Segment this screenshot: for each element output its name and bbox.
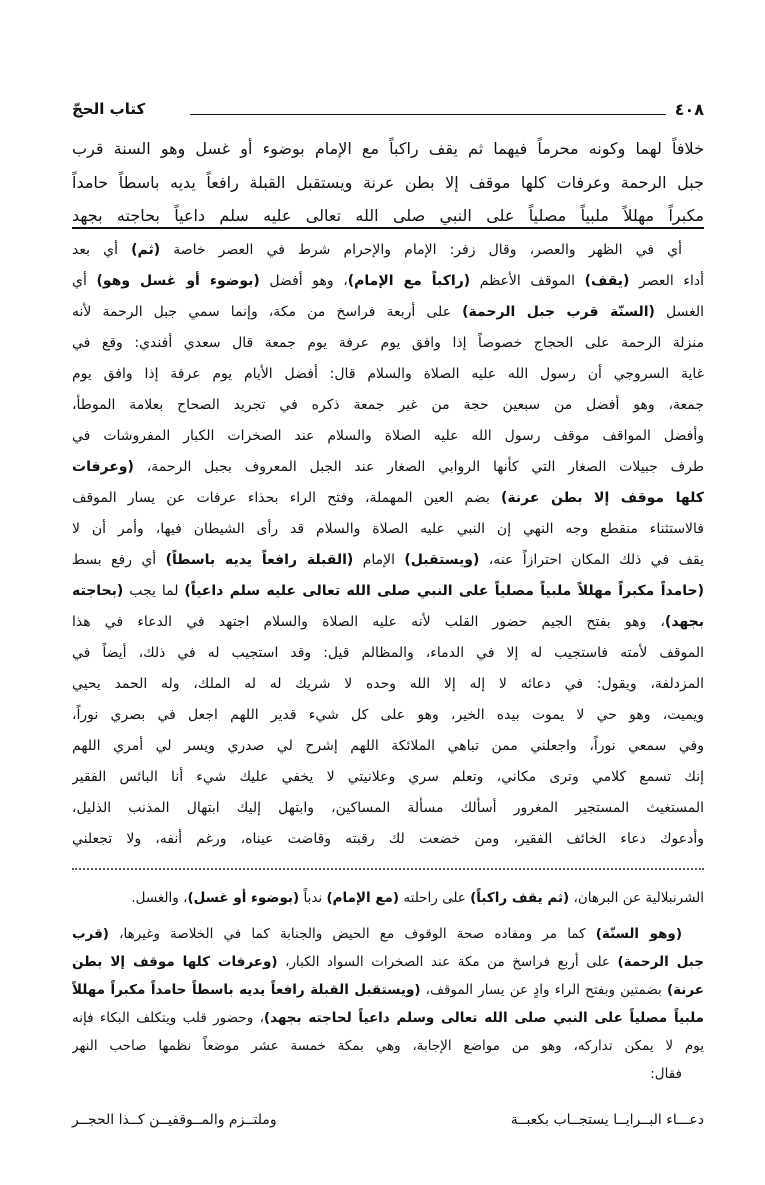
text-segment: ويميت، وهو حي لا يموت بيده الخير، وهو على كل شيء قدير اللهم اجعل في بصري نوراً، (72, 707, 704, 723)
text-segment: على أربع فراسخ من مكة عند الصخرات السواد الكبار، (277, 954, 618, 970)
text-line (72, 1060, 704, 1088)
bold-text-segment: كلها موقف إلا بطن عرنة) (501, 490, 704, 506)
text-segment: الإمام (353, 552, 405, 568)
text-line (72, 920, 704, 948)
text-segment: بضمتين وبفتح الراء وادٍ عن يسار الموقف، (420, 982, 667, 998)
text-line (72, 731, 704, 762)
text-segment: منزلة الرحمة على الحجاج خصوصاً إذا وافق يوم عرفة يوم جمعة قال سعدي أفندي: وقع في (72, 335, 704, 351)
text-segment: أي رفع بسط (72, 552, 166, 568)
text-segment: ، وهو أفضل (259, 273, 348, 289)
text-line (72, 576, 704, 607)
text-line (72, 390, 704, 421)
text-line (72, 669, 704, 700)
bold-text-segment: (حامداً مكبراً مهللاً ملبياً مصلياً على النبي صلى الله تعالى عليه سلم داعياً) (184, 583, 704, 599)
text-segment: الموقف لأمته فاستجيب له إلا في الدماء، والمظالم قيل: وقد استجيب له في ذلك، أيضاً في (72, 645, 704, 661)
text-line (72, 166, 704, 200)
bold-text-segment: (بوضوء أو غسل) (187, 890, 300, 906)
bold-text-segment: (السنّة قرب جبل الرحمة) (462, 304, 655, 320)
bold-text-segment: (يقف) (584, 273, 630, 289)
text-segment: على راحلته (399, 890, 471, 906)
bold-text-segment: (ويستقبل) (404, 552, 480, 568)
bold-text-segment: (القبلة رافعاً يديه باسطاً) (165, 552, 354, 568)
text-segment: أي في الظهر والعصر، وقال زفر: الإمام والإحرام شرط في العصر خاصة (160, 242, 682, 258)
text-line (72, 359, 704, 390)
text-line (72, 452, 704, 483)
text-line (72, 328, 704, 359)
text-line (72, 421, 704, 452)
text-segment: ، والغسل. (131, 890, 188, 906)
text-segment: جبل الرحمة وعرفات كلها موقف إلا بطن عرنة ويستقبل القبلة رافعاً يديه باسطاً حامداً (72, 172, 704, 192)
text-segment: أي (72, 273, 97, 289)
bold-text-segment: (وعرفات (72, 459, 134, 475)
text-segment: وأدعوك دعاء الخائف الفقير، ومن خضعت لك رقبته وقاضت عيناه، ورغم أنفه، ولا تجعلني (72, 831, 704, 847)
text-line (72, 1032, 704, 1060)
text-segment: ندباً (299, 890, 327, 906)
text-line (72, 1004, 704, 1032)
text-segment: الشرنبلالية عن البرهان، (569, 890, 704, 906)
text-segment: المستغيث المستجير المغرور أسألك مسألة المساكين، وابتهل إليك ابتهال المذنب الذليل، (72, 800, 704, 816)
text-segment: المزدلفة، ويقول: في دعائه لا إله إلا الله وحده لا شريك له له الملك، وله الحمد يحيي (72, 676, 704, 692)
text-segment: أي بعد (72, 242, 132, 258)
text-line (72, 132, 704, 166)
book-title: كتاب الحجّ (72, 100, 146, 118)
bold-text-segment: عرنة) (666, 982, 704, 998)
bold-text-segment: جبل الرحمة) (617, 954, 704, 970)
text-line (72, 948, 704, 976)
paragraph-gap (72, 912, 704, 920)
text-segment: خلافاً لهما وكونه محرماً فيهما ثم يقف راكباً مع الإمام بوضوء أو غسل وهو السنة قرب (72, 139, 704, 158)
text-segment: بضم العين المهملة، وفتح الراء بحذاء عرفات عن يسار الموقف (72, 490, 502, 506)
poem-hemistich-1: دعـــاء البــرايــا يستجــاب بكعبــة (510, 1112, 704, 1128)
text-segment: إنك تسمع كلامي وترى مكاني، وتعلم سري وعلانيتي لا يخفي عليك شيء أنا البائس الفقير (72, 769, 704, 785)
text-line (72, 607, 704, 638)
bold-text-segment: (بوضوء أو غسل وهو) (96, 273, 260, 289)
bold-text-segment: (وعرفات كلها موقف إلا بطن (72, 954, 278, 970)
text-segment: ، وهو بفتح الجيم حضور القلب لأنه عليه الصلاة والسلام اجتهد في الدعاء في هذا (72, 614, 665, 630)
text-line (72, 793, 704, 824)
text-segment: يقف في ذلك المكان احترازاً عنه، (479, 552, 704, 568)
bold-text-segment: (وهو السنّة) (595, 926, 682, 942)
text-line (72, 545, 704, 576)
text-line (72, 514, 704, 545)
text-segment: مكبراً مهللاً ملبياً مصلياً على النبي صلى الله تعالى عليه سلم داعياً بحاجته بجهد (72, 206, 704, 225)
commentary (72, 235, 704, 855)
page-number: ٤٠٨ (674, 100, 704, 119)
bold-text-segment: (قرب (72, 926, 109, 942)
bold-text-segment: (بحاجته (72, 583, 124, 599)
text-segment: الغسل (654, 304, 704, 320)
text-segment: يوم لا يمكن تداركه، وهو من مواضع الإجابة، وهي بمكة خمسة عشر موضعاً نظمها صاحب النهر (72, 1038, 704, 1054)
footnote-commentary (72, 884, 704, 1088)
text-segment: غاية السروجي أن رسول الله عليه الصلاة والسلام قال: أفضل الأيام يوم عرفة إذا وافق يوم (72, 366, 704, 382)
text-segment: الموقف الأعظم (470, 273, 585, 289)
bold-text-segment: بجهد) (664, 614, 704, 630)
text-segment: فالاستثناء منقطع وجه النهي إن النبي عليه الصلاة والسلام قد رأى الشيطان فيها، وأمر أن لا (72, 521, 704, 537)
text-segment: على أربعة فراسخ من مكة، وإنما سمي جبل الرحمة لأنه (72, 304, 463, 320)
text-line (72, 762, 704, 793)
dotted-divider (72, 868, 704, 870)
text-line (72, 483, 704, 514)
main-text (72, 132, 704, 233)
bold-text-segment: ملبياً مصلياً على النبي صلى الله تعالى وسلم داعياً لحاجته بجهد) (263, 1010, 704, 1026)
header-rule (190, 114, 666, 115)
bold-text-segment: (ويستقبل القبلة رافعاً يديه باسطاً حامداً مكبراً مهللاً (72, 982, 421, 998)
text-segment: لما يجب (123, 583, 185, 599)
text-segment: فقال: (650, 1066, 682, 1082)
text-segment: كما مر ومفاده صحة الوقوف مع الحيض والجنابة كما في الخلاصة وغيرها، (108, 926, 596, 942)
bold-text-segment: (راكباً مع الإمام) (347, 273, 471, 289)
poem-hemistich-2: وملتــزم والمــوقفيــن كــذا الحجــر (72, 1112, 277, 1128)
text-line (72, 235, 704, 266)
poem-verse (72, 1108, 704, 1132)
page-header (72, 100, 704, 124)
text-line (72, 824, 704, 855)
text-line (72, 976, 704, 1004)
bold-text-segment: (ثم يقف راكباً) (470, 890, 570, 906)
bold-text-segment: (ثم) (131, 242, 161, 258)
main-text-divider (72, 227, 704, 229)
text-segment: وفي سمعي نوراً، واجعلني ممن تباهي الملائكة اللهم إشرح لي صدري ويسر لي أمري اللهم (72, 738, 704, 754)
bold-text-segment: (مع الإمام) (326, 890, 400, 906)
text-segment: ، وحضور قلب ويتكلف البكاء فإنه (72, 1010, 264, 1026)
text-line (72, 700, 704, 731)
text-line (72, 297, 704, 328)
text-line (72, 266, 704, 297)
text-segment: طرف جبيلات الصغار التي كأنها الروابي الصغار عند الجبل المعروف بجبل الرحمة، (133, 459, 704, 475)
text-segment: أداء العصر (629, 273, 704, 289)
text-segment: جمعة، وهو أفضل من سبعين حجة من غير جمعة ذكره في تجريد الصحاح بعلامة الموطأ، (72, 397, 704, 413)
text-line (72, 884, 704, 912)
text-segment: وأفضل المواقف موقف رسول الله عليه الصلاة والسلام عند الصخرات الكبار المفروشات في (72, 428, 704, 444)
text-line (72, 638, 704, 669)
